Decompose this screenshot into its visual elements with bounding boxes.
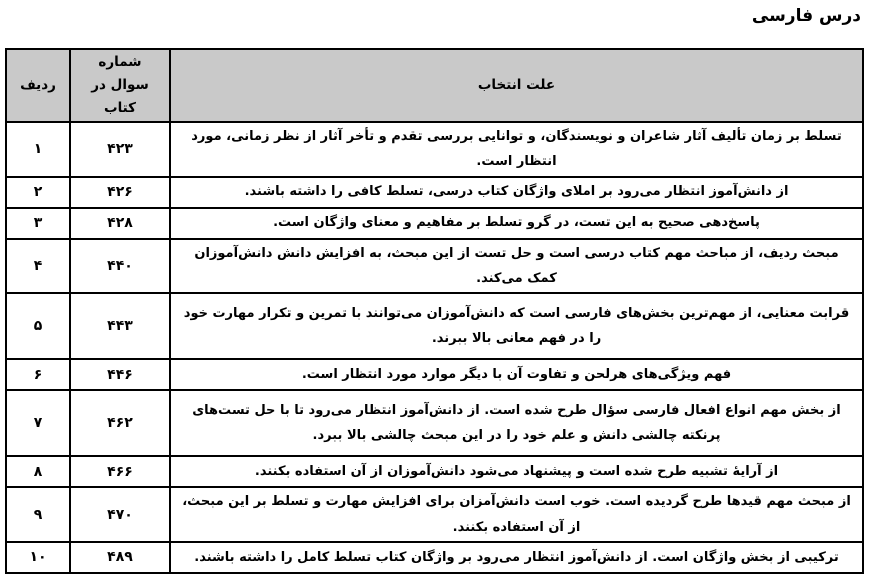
question-number-cell: ۴۴۰ [70,239,170,294]
page-title: درس فارسی [751,6,861,26]
row-index-cell: ۸ [6,456,70,487]
row-index-cell: ۹ [6,487,70,542]
reason-cell: تسلط بر زمان تألیف آثار شاعران و نویسندگان، و توانایی بررسی تقدم و تأخر آثار از نظر زمانی، مورد انتظار است. [170,122,863,177]
table-row [6,390,863,456]
table-row [6,456,863,487]
reason-cell: از آرایهٔ تشبیه طرح شده است و پیشنهاد می‌شود دانش‌آموزان از آن استفاده بکنند. [170,456,863,487]
question-number-cell: ۴۲۸ [70,208,170,239]
row-index-cell: ۱۰ [6,542,70,573]
table-row [6,208,863,239]
reason-cell: مبحث ردیف، از مباحث مهم کتاب درسی است و حل تست از این مبحث، به افزایش دانش دانش‌آموزان کمک می‌کند. [170,239,863,294]
row-index-cell: ۴ [6,239,70,294]
question-number-cell: ۴۴۳ [70,293,170,359]
question-number-cell: ۴۸۹ [70,542,170,573]
reason-cell: از مبحث مهم قیدها طرح گردیده است. خوب است دانش‌آمزان برای افزایش مهارت و تسلط بر این مبحث، از آن استفاده بکنند. [170,487,863,542]
question-number-cell: ۴۷۰ [70,487,170,542]
reason-cell: ترکیبی از بخش واژگان است. از دانش‌آموز انتظار می‌رود بر واژگان کتاب تسلط کامل را داشته باشند. [170,542,863,573]
table-row [6,239,863,294]
row-index-cell: ۵ [6,293,70,359]
row-index-cell: ۲ [6,177,70,208]
table-row [6,177,863,208]
question-number-cell: ۴۴۶ [70,359,170,390]
reason-cell: قرابت معنایی، از مهم‌ترین بخش‌های فارسی است که دانش‌آموزان می‌توانند با تمرین و تکرار مهارت خود را در فهم معانی بالا ببرند. [170,293,863,359]
reason-cell: پاسخ‌دهی صحیح به این تست، در گرو تسلط بر مفاهیم و معنای واژگان است. [170,208,863,239]
question-number-cell: ۴۶۲ [70,390,170,456]
header-question-number: شماره سوال در کتاب [70,49,170,122]
reason-cell: از دانش‌آموز انتظار می‌رود بر املای واژگان کتاب درسی، تسلط کافی را داشته باشند. [170,177,863,208]
question-number-cell: ۴۶۶ [70,456,170,487]
table-row [6,293,863,359]
table-row [6,359,863,390]
reason-cell: فهم ویژگی‌های هرلحن و تفاوت آن با دیگر موارد مورد انتظار است. [170,359,863,390]
table-row [6,487,863,542]
question-number-cell: ۴۲۳ [70,122,170,177]
reason-cell: از بخش مهم انواع افعال فارسی سؤال طرح شده است. از دانش‌آموز انتظار می‌رود تا با حل تست‌های پرنکته چالشی دانش و علم خود را در این مبحث چالشی بالا ببرد. [170,390,863,456]
header-reason: علت انتخاب [170,49,863,122]
row-index-cell: ۶ [6,359,70,390]
table-row [6,122,863,177]
row-index-cell: ۱ [6,122,70,177]
header-row-index: ردیف [6,49,70,122]
question-number-cell: ۴۲۶ [70,177,170,208]
selection-reasons-table [5,48,864,574]
table-row [6,542,863,573]
table-header-row [6,49,863,122]
row-index-cell: ۷ [6,390,70,456]
row-index-cell: ۳ [6,208,70,239]
